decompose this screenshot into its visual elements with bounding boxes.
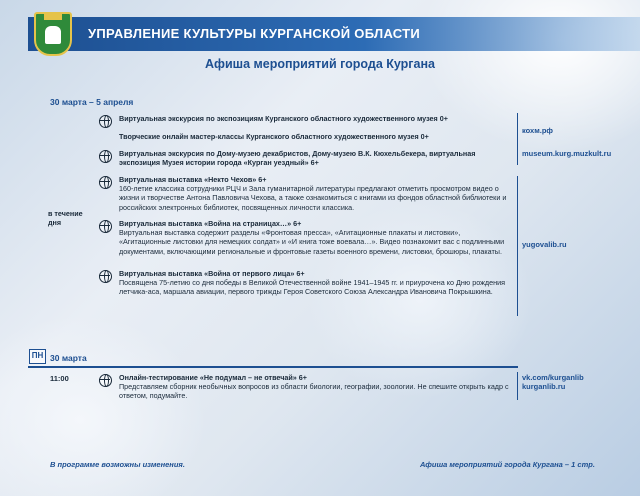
event-title: Виртуальная выставка «Война на страницах…» 6+ bbox=[119, 219, 302, 228]
footer-page-info: Афиша мероприятий города Кургана – 1 стр. bbox=[420, 460, 595, 469]
event-item bbox=[119, 269, 509, 297]
event-site-link[interactable]: кохм.рф bbox=[522, 126, 553, 135]
section-date: 30 марта bbox=[50, 353, 87, 363]
event-item bbox=[119, 175, 509, 212]
event-item bbox=[119, 114, 509, 141]
globe-icon bbox=[99, 270, 112, 283]
page-title: Афиша мероприятий города Кургана bbox=[205, 57, 435, 71]
event-title: Виртуальная экскурсия по экспозициям Курганского областного художественного музея 0+ bbox=[119, 114, 448, 123]
globe-icon bbox=[99, 220, 112, 233]
section-date: 30 марта – 5 апреля bbox=[50, 97, 134, 107]
event-site-link[interactable]: yugovalib.ru bbox=[522, 240, 567, 249]
side-label: в течение дня bbox=[48, 209, 83, 227]
kurgan-coat-of-arms-icon bbox=[34, 12, 72, 56]
event-title: Онлайн-тестирование «Не подумал – не отвечай» 6+ bbox=[119, 373, 307, 382]
day-badge: ПН bbox=[29, 349, 46, 364]
event-title: Виртуальная экскурсия по Дому-музею декабристов, Дому-музею В.К. Кюхельбекера, виртуальная экспозиция Музея истории города «Курган уездный» 6+ bbox=[119, 149, 476, 168]
footer-note: В программе возможны изменения. bbox=[50, 460, 185, 469]
event-time: 11:00 bbox=[50, 374, 69, 383]
event-site-link[interactable]: museum.kurg.muzkult.ru bbox=[522, 149, 612, 158]
event-description: Представляем сборник необычных вопросов из области биологии, географии, зоологии. Не спешите открыть кадр с ответом, подумайте. bbox=[119, 382, 509, 401]
header-bar bbox=[28, 17, 640, 51]
header-title: УПРАВЛЕНИЕ КУЛЬТУРЫ КУРГАНСКОЙ ОБЛАСТИ bbox=[88, 26, 421, 41]
globe-icon bbox=[99, 150, 112, 163]
event-title: Творческие онлайн мастер-классы Курганского областного художественного музея 0+ bbox=[119, 132, 429, 142]
event-site-link[interactable]: kurganlib.ru bbox=[522, 382, 566, 391]
globe-icon bbox=[99, 176, 112, 189]
section-divider bbox=[28, 366, 518, 368]
divider-line bbox=[517, 176, 518, 316]
divider-line bbox=[517, 113, 518, 165]
event-item bbox=[119, 373, 509, 401]
event-item bbox=[119, 219, 509, 256]
event-description: Посвящена 75-летию со дня победы в Великой Отечественной войне 1941–1945 гг. и приурочена ко Дню рождения летчика-аса, маршала авиации, первого трижды Героя Советского Союза Александра Ивановича Покрышкина. bbox=[119, 278, 505, 297]
globe-icon bbox=[99, 115, 112, 128]
event-site-link[interactable]: vk.com/kurganlib bbox=[522, 373, 584, 382]
event-description: Виртуальная выставка содержит разделы «Фронтовая пресса», «Агитационные плакаты и листовки», «Агитационные листовки для немецких солдат» и «И книга тоже воевала…». Видео познакомит вас с подлинными документами, включающими региональные и фронтовые газеты военного времени, листовки, брошюры, плакаты. bbox=[119, 228, 505, 256]
event-item bbox=[119, 149, 509, 167]
globe-icon bbox=[99, 374, 112, 387]
event-title: Виртуальная выставка «Война от первого лица» 6+ bbox=[119, 269, 305, 278]
event-description: 160-летие классика сотрудники РЦЧ и Зала гуманитарной литературы предлагают отметить просмотром видео о жизни и творчестве Антона Павловича Чехова, а также ознакомиться с книгами из фондов областной библиотеки и российских электронных библиотек, посвященных личности классика. bbox=[119, 184, 507, 212]
divider-line bbox=[517, 372, 518, 400]
event-title: Виртуальная выставка «Некто Чехов» 6+ bbox=[119, 175, 267, 184]
